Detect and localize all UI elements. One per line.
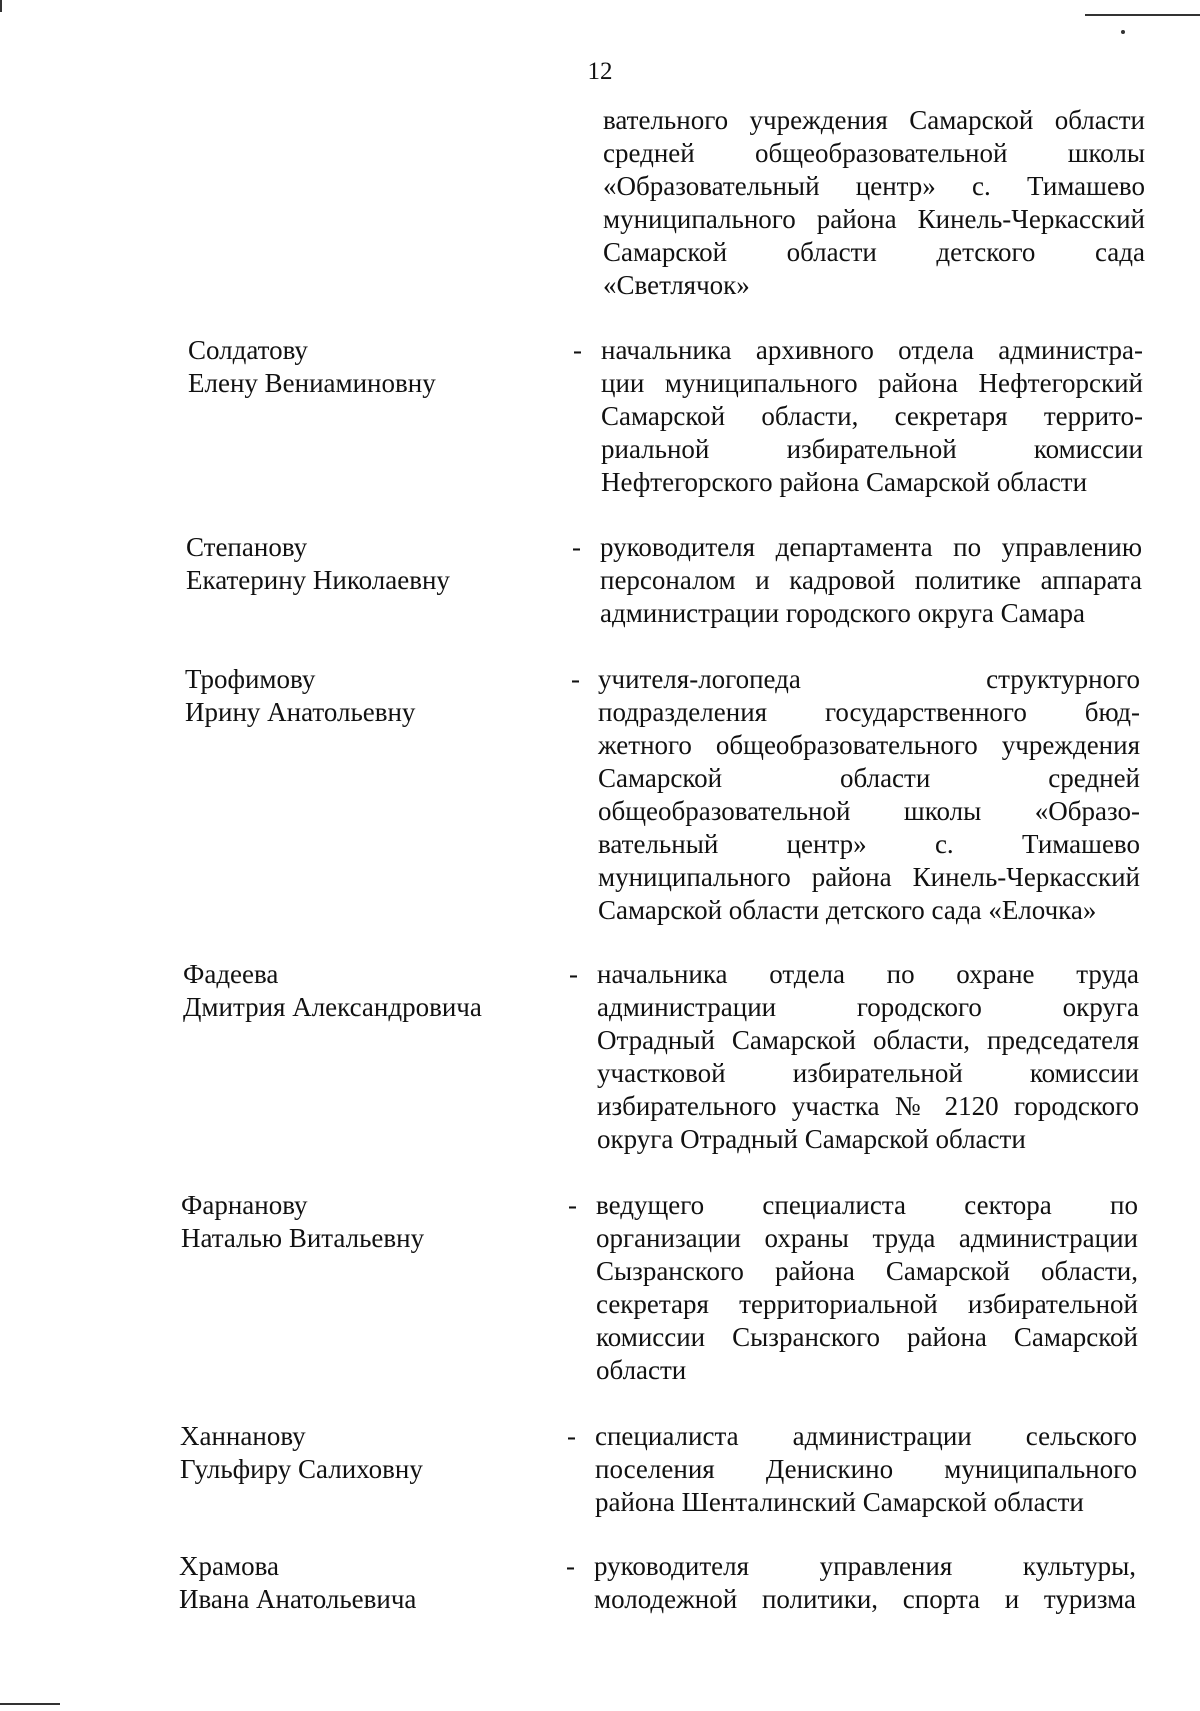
given-names: Гульфиру Салиховну [180,1454,423,1484]
text-line: общеобразовательной школы «Образо- [598,796,1140,826]
scan-edge-mark [0,0,2,12]
text-line: персоналом и кадровой политике аппарата [600,565,1142,595]
text-line: жетного общеобразовательного учреждения [598,730,1140,760]
person-name [180,1420,560,1486]
surname: Степанову [186,532,308,562]
text-line: Самарской области средней [598,763,1140,793]
surname: Храмова [179,1551,279,1581]
position-description [594,1550,1136,1616]
person-name [185,663,565,729]
text-line: вательного учреждения Самарской области [603,105,1145,135]
text-line: подразделения государственного бюд- [598,697,1140,727]
text-line: комиссии Сызранского района Самарской [596,1322,1138,1352]
text-line: области [596,1355,687,1385]
position-description [596,1189,1138,1387]
position-description [601,334,1143,499]
position-description [595,1420,1137,1519]
page-number: 12 [587,58,613,85]
text-line: риальной избирательной комиссии [601,434,1143,464]
person-name [183,958,563,1024]
text-line: администрации городского округа [597,992,1139,1022]
position-description [598,663,1140,927]
dash-separator: - [568,1190,577,1220]
text-line: учителя-логопеда структурного [598,664,1140,694]
text-line: района Шенталинский Самарской области [595,1487,1084,1517]
text-line: секретаря территориальной избирательной [596,1289,1138,1319]
text-line: поселения Денискино муниципального [595,1454,1137,1484]
text-line: средней общеобразовательной школы [603,138,1145,168]
text-line: Самарской области, секретаря террито- [601,401,1143,431]
given-names: Елену Вениаминовну [188,368,436,398]
surname: Ханнанову [180,1421,306,1451]
text-line: молодежной политики, спорта и туризма [594,1584,1136,1614]
given-names: Екатерину Николаевну [186,565,450,595]
continuation-text [603,104,1145,302]
text-line: Нефтегорского района Самарской области [601,467,1088,497]
person-name [188,334,568,400]
text-line: ведущего специалиста сектора по [596,1190,1138,1220]
text-line: администрации городского округа Самара [600,598,1086,628]
person-name [186,531,566,597]
surname: Солдатову [188,335,308,365]
position-description [600,531,1142,630]
scan-dot [1121,30,1125,34]
surname: Трофимову [185,664,316,694]
text-line: ции муниципального района Нефтегорский [601,368,1143,398]
given-names: Ивана Анатольевича [179,1584,417,1614]
text-line: округа Отрадный Самарской области [597,1124,1026,1154]
text-line: начальника отдела по охране труда [597,959,1139,989]
text-line: муниципального района Кинель-Черкасский [598,862,1140,892]
dash-separator: - [572,532,581,562]
text-line: руководителя управления культуры, [594,1551,1136,1581]
text-line: Самарской области детского сада [603,237,1145,267]
scan-edge-mark [0,1703,60,1705]
dash-separator: - [573,335,582,365]
text-line: муниципального района Кинель-Черкасский [603,204,1145,234]
person-name [179,1550,559,1616]
text-line: Сызранского района Самарской области, [596,1256,1138,1286]
dash-separator: - [571,664,580,694]
text-line: начальника архивного отдела администра- [601,335,1143,365]
given-names: Дмитрия Александровича [183,992,482,1022]
text-line: вательный центр» с. Тимашево [598,829,1140,859]
text-line: «Светлячок» [603,270,750,300]
dash-separator: - [566,1551,575,1581]
text-line: избирательного участка № 2120 городского [597,1091,1139,1121]
text-line: Отрадный Самарской области, председателя [597,1025,1139,1055]
surname: Фадеева [183,959,279,989]
position-description [597,958,1139,1156]
text-line: организации охраны труда администрации [596,1223,1138,1253]
text-line: участковой избирательной комиссии [597,1058,1139,1088]
text-line: специалиста администрации сельского [595,1421,1137,1451]
text-line: руководителя департамента по управлению [600,532,1142,562]
dash-separator: - [569,959,578,989]
text-line: Самарской области детского сада «Елочка» [598,895,1097,925]
given-names: Наталью Витальевну [181,1223,425,1253]
scan-edge-mark [1085,14,1200,16]
person-name [181,1189,561,1255]
surname: Фарнанову [181,1190,308,1220]
text-line: «Образовательный центр» с. Тимашево [603,171,1145,201]
dash-separator: - [567,1421,576,1451]
given-names: Ирину Анатольевну [185,697,416,727]
